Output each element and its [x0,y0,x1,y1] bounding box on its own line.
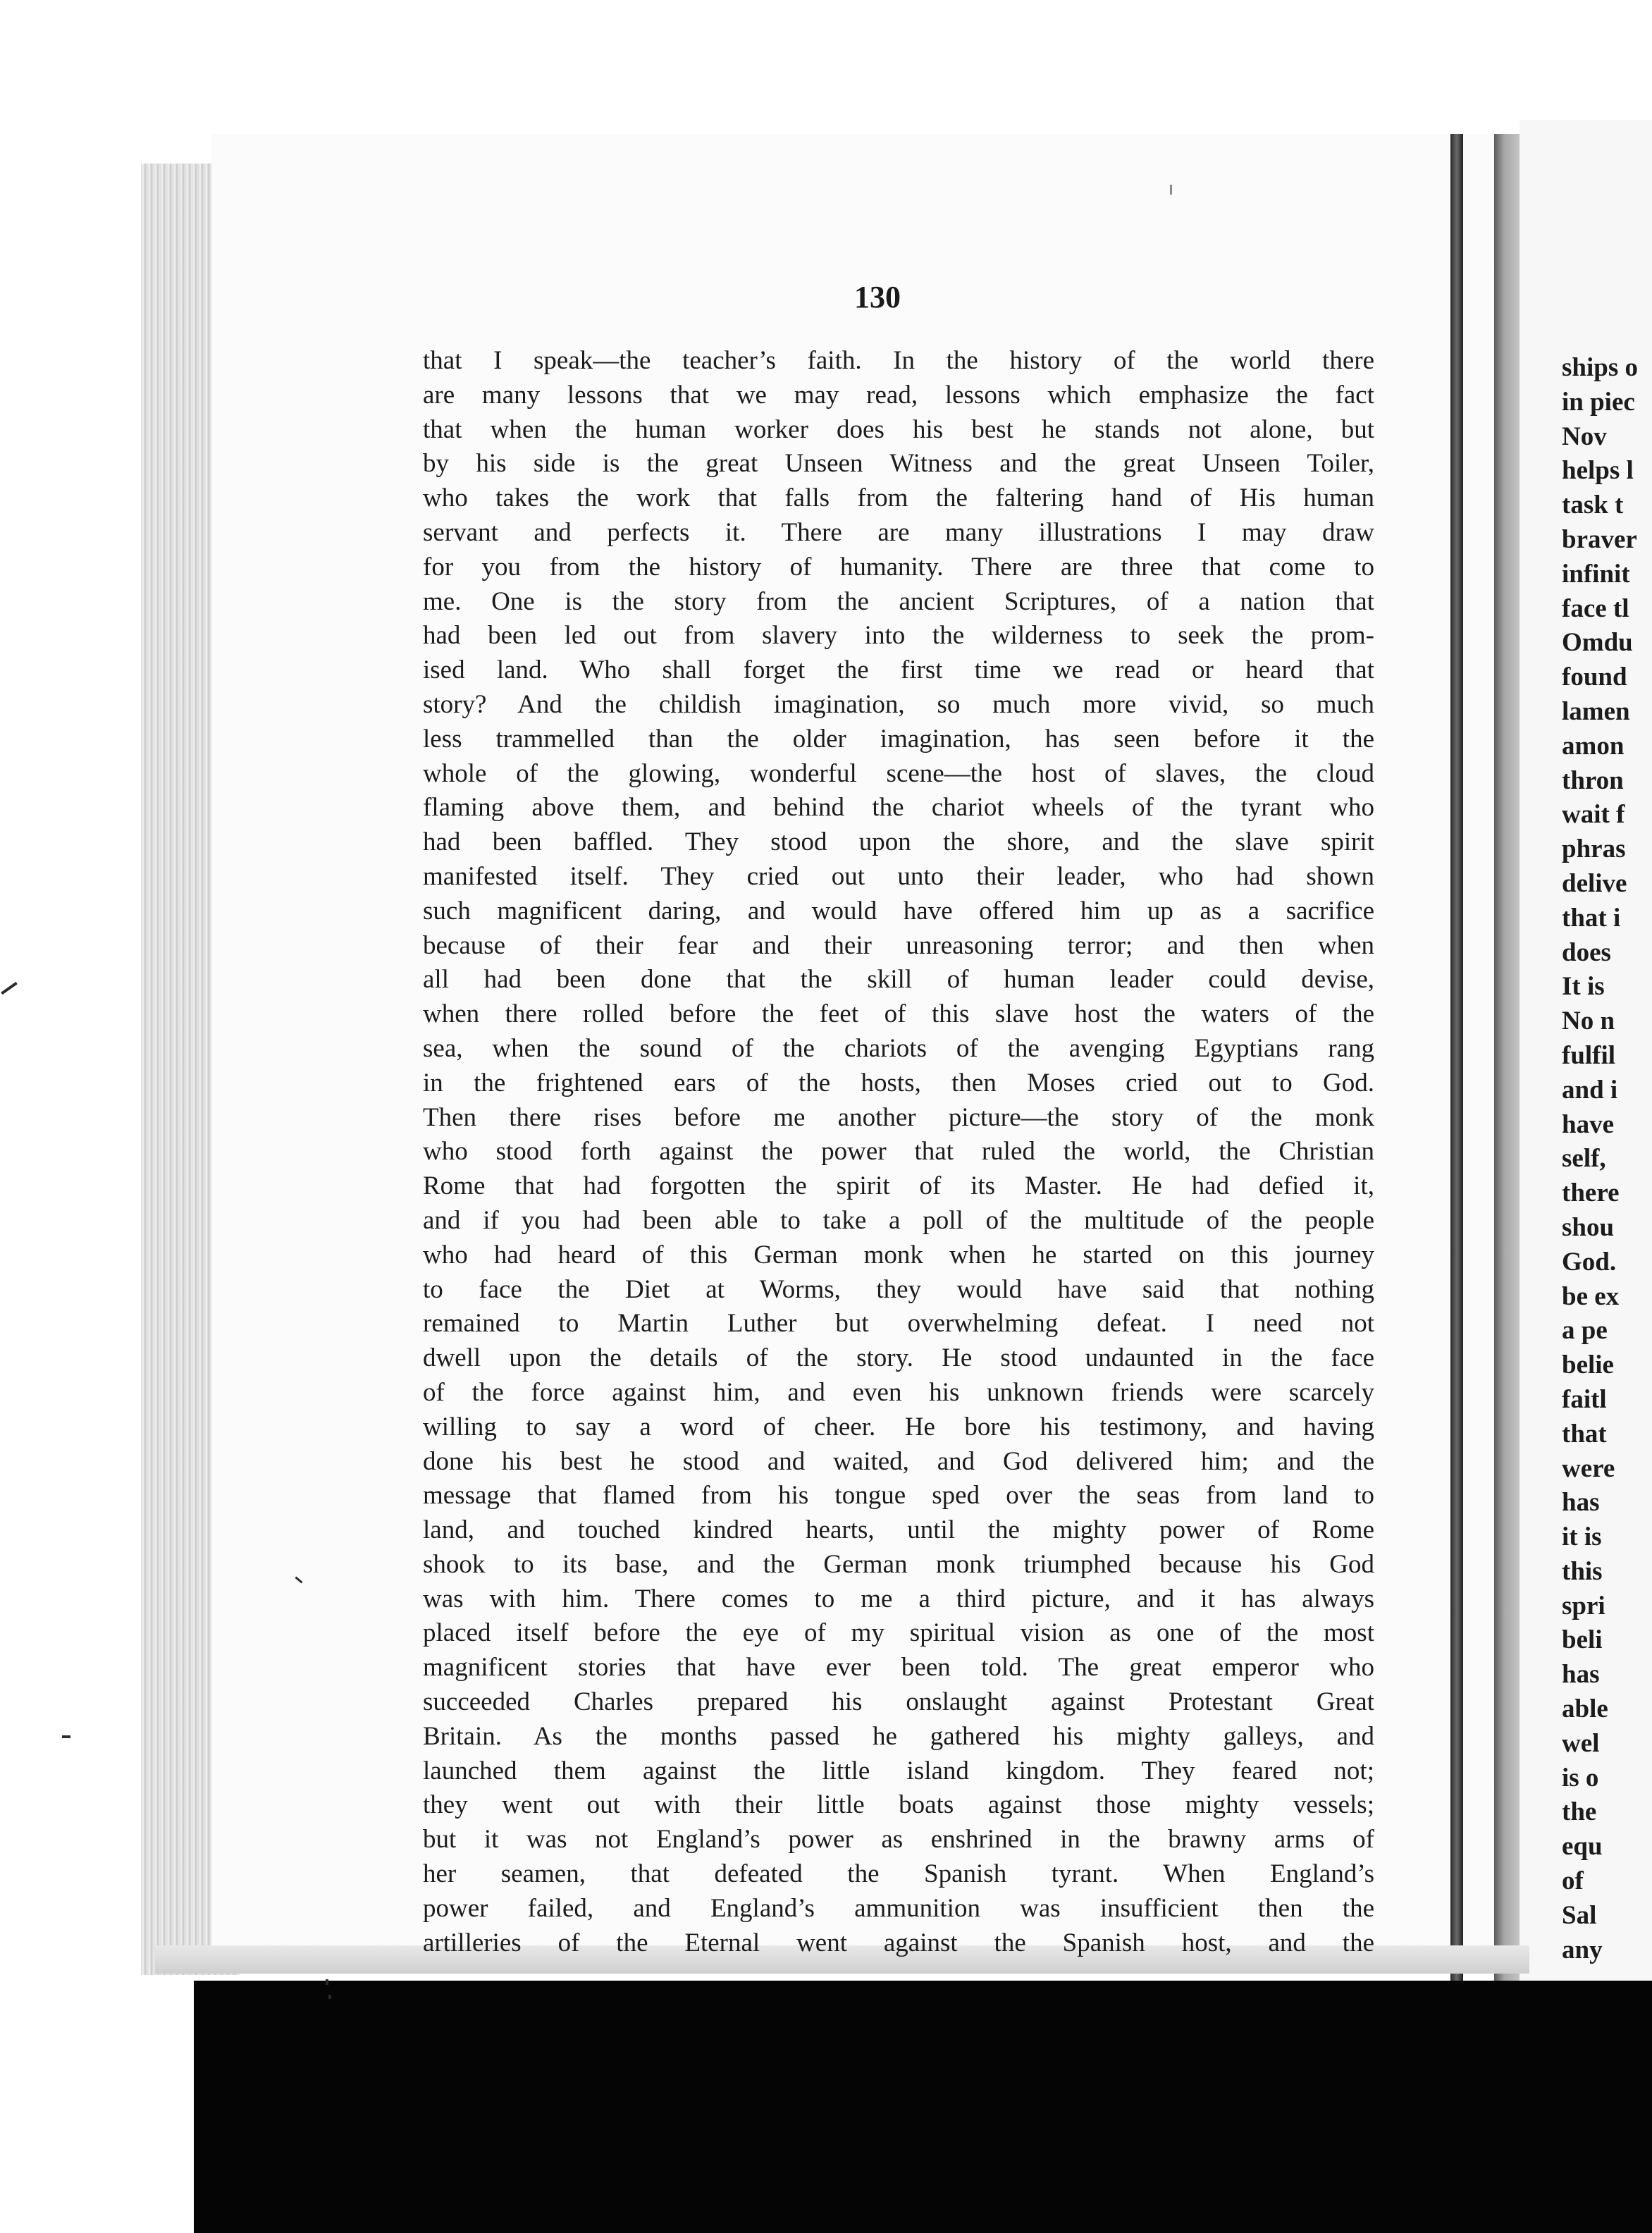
page-number: 130 [854,280,901,314]
text-line: remained to Martin Luther but overwhelming defeat. I need not [423,1309,1374,1339]
right-text-line: any [1562,1935,1603,1964]
right-text-line: the [1562,1797,1597,1827]
right-text-line: have [1562,1109,1614,1139]
right-text-line: beli [1562,1625,1603,1655]
text-line: ised land. Who shall forget the first time we read or heard that [423,656,1374,685]
text-line: because of their fear and their unreasoning terror; and then when [423,930,1374,960]
text-line: launched them against the little island kingdom. They feared not; [423,1756,1374,1785]
text-line: land, and touched kindred hearts, until the mighty power of Rome [423,1515,1374,1545]
book-gutter [1450,134,1463,1988]
right-text-line: wel [1562,1728,1600,1758]
text-line: had been baffled. They stood upon the shore, and the slave spirit [423,828,1374,857]
right-text-line: wait f [1562,800,1625,830]
text-line: for you from the history of humanity. There are three that come to [423,552,1374,582]
right-text-line: Sal [1562,1900,1597,1930]
right-text-line: a pe [1562,1316,1608,1346]
right-text-line: found [1562,663,1627,692]
right-text-line: self, [1562,1144,1606,1174]
right-text-line: It is [1562,972,1605,1002]
right-text-line: delive [1562,868,1627,898]
right-text-line: amon [1562,731,1625,761]
text-line: less trammelled than the older imagination, has seen before it the [423,724,1374,753]
right-text-line: phras [1562,835,1626,864]
text-line: Then there rises before me another picture—the story of the monk [423,1102,1374,1132]
text-line: by his side is the great Unseen Witness and the great Unseen Toiler, [423,449,1374,479]
text-line: flaming above them, and behind the chariot wheels of the tyrant who [423,793,1374,823]
right-text-line: No n [1562,1007,1615,1036]
scan-artifact [326,1979,328,1985]
text-line: her seamen, that defeated the Spanish tyrant. When England’s [423,1859,1374,1889]
right-text-line: fulfil [1562,1040,1616,1070]
text-line: when there rolled before the feet of this slave host the waters of the [423,999,1374,1029]
text-line: had been led out from slavery into the wilderness to seek the prom- [423,621,1374,651]
text-line: message that flamed from his tongue sped over the seas from land to [423,1481,1374,1511]
text-line: story? And the childish imagination, so much more vivid, so much [423,689,1374,719]
right-text-line: able [1562,1694,1608,1724]
right-text-line: spri [1562,1591,1605,1620]
right-text-line: that i [1562,903,1621,933]
text-line: but it was not England’s power as enshrined in the brawny arms of [423,1825,1374,1854]
text-line: that I speak—the teacher’s faith. In the history of the world there [423,346,1374,375]
text-line: who takes the work that falls from the faltering hand of His human [423,484,1374,513]
scan-artifact [328,1995,331,1999]
right-text-line: braver [1562,524,1637,554]
text-line: shook to its base, and the German monk triumphed because his God [423,1549,1374,1579]
text-line: willing to say a word of cheer. He bore his testimony, and having [423,1412,1374,1441]
right-text-line: lamen [1562,696,1630,726]
right-text-line: face tl [1562,593,1629,623]
right-text-line: does [1562,937,1611,967]
right-text-line: shou [1562,1212,1615,1242]
right-text-line: has [1562,1660,1600,1690]
text-line: who stood forth against the power that ruled the world, the Christian [423,1137,1374,1167]
text-line: succeeded Charles prepared his onslaught against Protestant Great [423,1687,1374,1717]
right-text-line: Nov [1562,422,1607,451]
scan-border [194,1981,1652,2233]
right-text-line: Omdu [1562,628,1633,658]
text-line: who had heard of this German monk when he started on this journey [423,1240,1374,1269]
text-line: they went out with their little boats against those mighty vessels; [423,1790,1374,1820]
text-line: me. One is the story from the ancient Scriptures, of a nation that [423,586,1374,616]
scan-artifact [62,1735,70,1738]
text-line: to face the Diet at Worms, they would have said that nothing [423,1274,1374,1304]
right-text-line: faitl [1562,1384,1607,1414]
right-text-line: has [1562,1488,1600,1518]
right-text-line: helps l [1562,456,1634,486]
right-text-line: belie [1562,1351,1614,1380]
right-text-line: of [1562,1866,1584,1896]
text-line: that when the human worker does his best he stands not alone, but [423,414,1374,444]
text-line: dwell upon the details of the story. He stood undaunted in the face [423,1343,1374,1373]
text-line: are many lessons that we may read, lessons which emphasize the fact [423,380,1374,410]
right-text-line: this [1562,1556,1603,1586]
text-line: placed itself before the eye of my spiritual vision as one of the most [423,1618,1374,1648]
right-text-line: that [1562,1419,1607,1448]
scan-artifact [1170,185,1172,195]
text-line: manifested itself. They cried out unto their leader, who had shown [423,861,1374,891]
body-text [423,344,1374,1960]
right-text-line: be ex [1562,1281,1620,1311]
right-text-line: infinit [1562,559,1630,589]
right-text-line: God. [1562,1247,1617,1277]
text-line: was with him. There comes to me a third picture, and it has always [423,1584,1374,1613]
right-text-line: thron [1562,765,1624,795]
text-line: Rome that had forgotten the spirit of its Master. He had defied it, [423,1171,1374,1201]
text-line: such magnificent daring, and would have offered him up as a sacrifice [423,896,1374,925]
right-text-line: ships o [1562,353,1638,382]
text-line: power failed, and England’s ammunition was insufficient then the [423,1893,1374,1923]
right-text-line: there [1562,1179,1620,1208]
right-text-line: is o [1562,1763,1599,1792]
text-line: Britain. As the months passed he gathered his mighty galleys, and [423,1721,1374,1751]
right-text-line: equ [1562,1832,1603,1862]
text-line: all had been done that the skill of human leader could devise, [423,965,1374,995]
right-text-line: it is [1562,1522,1602,1552]
text-line: in the frightened ears of the hosts, then Moses cried out to God. [423,1068,1374,1097]
text-line: whole of the glowing, wonderful scene—the host of slaves, the cloud [423,758,1374,788]
right-text-line: and i [1562,1075,1618,1105]
text-line: servant and perfects it. There are many illustrations I may draw [423,517,1374,547]
text-line: of the force against him, and even his unknown friends were scarcely [423,1377,1374,1407]
text-line: artilleries of the Eternal went against the Spanish host, and the [423,1928,1374,1957]
gutter-shadow [1494,134,1520,1995]
right-text-line: task t [1562,491,1624,520]
text-line: sea, when the sound of the chariots of the avenging Egyptians rang [423,1033,1374,1063]
text-line: done his best he stood and waited, and God delivered him; and the [423,1446,1374,1476]
right-page-text [1562,351,1652,1967]
text-line: magnificent stories that have ever been told. The great emperor who [423,1653,1374,1683]
right-text-line: in piec [1562,387,1635,417]
text-line: and if you had been able to take a poll of the multitude of the people [423,1205,1374,1235]
right-text-line: were [1562,1453,1615,1483]
